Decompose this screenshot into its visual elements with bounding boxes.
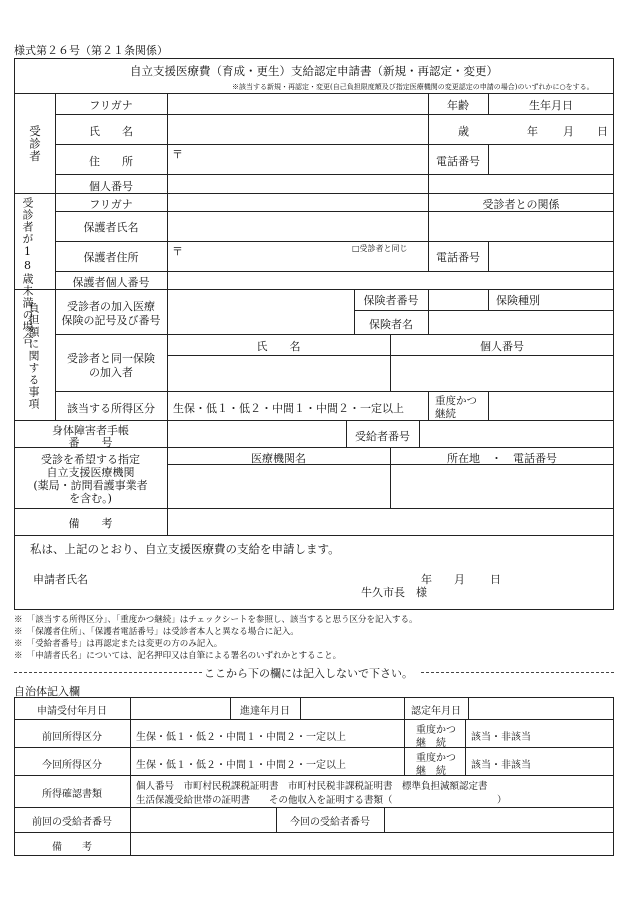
applicant-name-label: 申請者氏名 — [33, 573, 88, 586]
note-1: ※ 「該当する所得区分」、「重度かつ継続」はチェックシートを参照し、該当すると思う区分を記入する。 — [14, 615, 418, 625]
guardian-furigana-label: フリガナ — [89, 198, 133, 211]
patient-phone-label: 電話番号 — [436, 155, 480, 168]
prev-applicable-options[interactable]: 該当・非該当 — [471, 732, 531, 743]
income-options[interactable]: 生保・低１・低２・中間１・中間２・一定以上 — [173, 402, 404, 415]
office-remarks-label: 備 考 — [52, 842, 92, 853]
mayor-addressee: 牛久市長 様 — [361, 586, 427, 599]
income-docs-label: 所得確認書類 — [42, 789, 102, 800]
curr-severe-line2: 継 続 — [416, 766, 446, 777]
date-day-unit: 日 — [490, 573, 501, 586]
institution-name-col: 医療機関名 — [251, 452, 306, 465]
curr-severe-line1: 重度かつ — [416, 753, 456, 764]
received-date-label: 申請受付年月日 — [37, 706, 107, 717]
prev-severe-line2: 継 続 — [416, 738, 446, 749]
burden-section-label: 負担額に関する事項 — [27, 302, 40, 410]
guardian-name-label: 保護者氏名 — [83, 221, 139, 234]
patient-address-label: 住 所 — [89, 155, 133, 168]
forwarded-date-label: 進達年月日 — [240, 706, 290, 717]
institution-location-col: 所在地 ・ 電話番号 — [447, 452, 557, 465]
note-top: ※該当する新規・再認定・変更(自己負担限度額及び指定医療機関の変更認定の申請の場合)のいずれかに○をする。 — [232, 83, 594, 91]
same-insurance-line2: の加入者 — [89, 366, 133, 379]
income-docs-line1[interactable]: 個人番号 市町村民税課税証明書 市町村民税非課税証明書 標準負担減額認定書 — [136, 781, 488, 792]
birth-month-unit: 月 — [563, 125, 574, 138]
member-my-number-col: 個人番号 — [480, 340, 524, 353]
date-year-unit: 年 — [421, 573, 432, 586]
guardian-section-label: 受診者が18歳未満の場合 — [21, 197, 34, 345]
approved-date-label: 認定年月日 — [411, 706, 461, 717]
curr-income-label: 今回所得区分 — [42, 760, 102, 771]
institution-label-line1: 受診を希望する指定 — [41, 453, 140, 466]
same-insurance-line1: 受診者と同一保険 — [67, 352, 155, 365]
prev-income-options[interactable]: 生保・低１・低２・中間１・中間２・一定以上 — [136, 732, 346, 743]
same-as-patient-checkbox[interactable]: □受診者と同じ — [352, 244, 408, 253]
date-month-unit: 月 — [454, 573, 465, 586]
patient-postal-mark: 〒 — [172, 148, 183, 161]
guardian-phone-label: 電話番号 — [436, 251, 480, 264]
curr-income-options[interactable]: 生保・低１・低２・中間１・中間２・一定以上 — [136, 760, 346, 771]
insurance-label-line1: 受診者の加入医療 — [67, 300, 155, 313]
form-number: 様式第２６号（第２１条関係） — [14, 44, 168, 57]
disability-book-line1: 身体障害者手帳 — [52, 424, 129, 437]
birthdate-label: 生年月日 — [529, 99, 573, 112]
insurer-name-label: 保険者名 — [369, 318, 413, 331]
relation-label: 受診者との関係 — [482, 198, 560, 211]
member-name-col: 氏 名 — [256, 340, 301, 353]
patient-my-number-label: 個人番号 — [89, 180, 133, 193]
institution-label-line3: (薬局・訪問看護事業者 — [33, 479, 148, 492]
birth-year-unit: 年 — [527, 125, 538, 138]
prev-severe-line1: 重度かつ — [416, 725, 456, 736]
guardian-address-label: 保護者住所 — [83, 251, 139, 264]
insured-number-label: 保険者番号 — [363, 294, 419, 307]
note-4: ※ 「申請者氏名」については、記名押印又は自筆による署名のいずれかとすること。 — [14, 651, 342, 661]
insurance-type-label: 保険種別 — [496, 294, 540, 307]
office-section-heading: 自治体記入欄 — [14, 685, 80, 698]
severe-label-line1: 重度かつ — [435, 395, 477, 407]
office-use-divider: ここから下の欄には記入しないで下さい。 — [204, 667, 413, 680]
institution-label-line4: を含む。) — [69, 492, 112, 505]
declaration-text: 私は、上記のとおり、自立支援医療費の支給を申請します。 — [30, 542, 340, 556]
severe-label-line2: 継続 — [435, 408, 456, 420]
prev-recipient-label: 前回の受給者番号 — [32, 817, 112, 828]
age-unit: 歳 — [458, 125, 469, 138]
curr-recipient-label: 今回の受給者番号 — [290, 817, 370, 828]
patient-name-label: 氏 名 — [89, 125, 133, 138]
birth-day-unit: 日 — [597, 125, 608, 138]
income-docs-line2[interactable]: 生活保護受給世帯の証明書 その他収入を証明する書類（ ） — [136, 795, 507, 806]
institution-label-line2: 自立支援医療機関 — [46, 466, 135, 479]
guardian-my-number-label: 保護者個人番号 — [72, 276, 150, 289]
patient-section-label: 受診者 — [28, 125, 42, 163]
disability-book-line2: 番 号 — [68, 436, 113, 449]
age-label: 年齢 — [447, 99, 469, 112]
recipient-number-label: 受給者番号 — [355, 430, 410, 443]
income-class-label: 該当する所得区分 — [67, 402, 155, 415]
insurance-label-line2: 保険の記号及び番号 — [61, 314, 161, 327]
patient-furigana-label: フリガナ — [89, 99, 133, 112]
prev-income-label: 前回所得区分 — [42, 732, 102, 743]
note-2: ※ 「保護者住所」、「保護者電話番号」は受診者本人と異なる場合に記入。 — [14, 627, 299, 637]
note-3: ※ 「受給者番号」は再認定または変更の方のみ記入。 — [14, 639, 223, 649]
remarks-label: 備 考 — [68, 517, 113, 530]
curr-applicable-options[interactable]: 該当・非該当 — [471, 760, 531, 771]
guardian-postal-mark: 〒 — [172, 245, 183, 258]
form-title: 自立支援医療費（育成・更生）支給認定申請書（新規・再認定・変更） — [130, 64, 498, 78]
